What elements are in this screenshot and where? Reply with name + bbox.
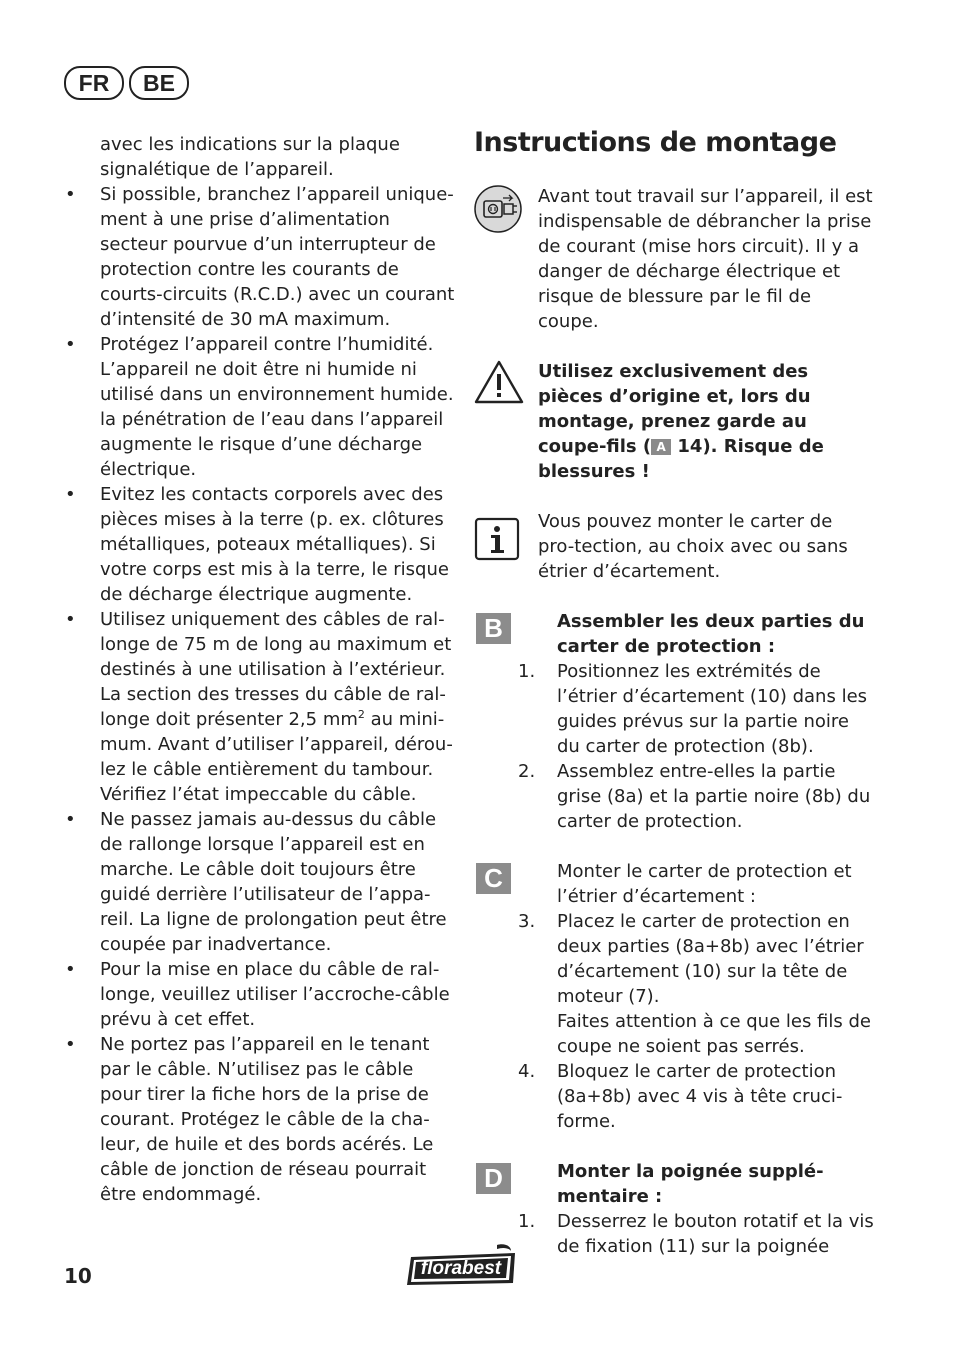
item-text: Assemblez entre-elles la partie grise (8a) et la partie noire (8b) du carter de protection. <box>557 761 871 832</box>
florabest-logo <box>405 1243 519 1293</box>
language-badge-fr: FR <box>64 66 124 100</box>
step-letter-b: B <box>476 613 511 644</box>
warning-text: Utilisez exclusivement des pièces d’origine et, lors du montage, prenez garde au coupe-fils ( <box>538 361 811 457</box>
superscript: 2 <box>357 708 365 721</box>
item-number: 2. <box>518 761 536 782</box>
unplug-note-text: Avant tout travail sur l’appareil, il est indispensable de débrancher la prise de courant (mise hors circuit). Il y a danger de décharge électrique et risque de blessure par le fil de coupe. <box>538 186 873 332</box>
section-title: Instructions de montage <box>474 127 837 158</box>
bullet-item: • Pour la mise en place du câble de ral-longe, veuillez utiliser l’accroche-câble prévu à cet effet. <box>60 957 455 1032</box>
warning-note <box>474 359 874 484</box>
step-b <box>474 609 874 834</box>
step-c <box>474 859 874 1134</box>
item-note: Faites attention à ce que les fils de coupe ne soient pas serrés. <box>557 1011 871 1057</box>
step-letter-c: C <box>476 863 511 894</box>
warning-triangle-icon <box>474 359 524 412</box>
list-item <box>474 759 874 834</box>
right-column <box>474 126 874 1284</box>
item-text: Placez le carter de protection en deux parties (8a+8b) avec l’étrier d’écartement (10) sur la tête de moteur (7). <box>557 911 864 1007</box>
unplug-note <box>474 184 874 334</box>
step-d-list <box>474 1209 874 1259</box>
step-letter-d: D <box>476 1163 511 1194</box>
step-b-heading: Assembler les deux parties du carter de protection : <box>557 611 865 657</box>
bullet-item: • Si possible, branchez l’appareil unique-ment à une prise d’alimentation secteur pourvue d’un interrupteur de protection contre les courants de courts-circuits (R.C.D.) avec un courant d’intensité de 30 mA maximum. <box>60 182 455 332</box>
info-text: Vous pouvez monter le carter de pro-tection, au choix avec ou sans étrier d’écartement. <box>538 511 848 582</box>
item-text: Positionnez les extrémités de l’étrier d’écartement (10) dans les guides prévus sur la partie noire du carter de protection (8b). <box>557 661 868 757</box>
safety-bullet-list <box>60 182 455 1207</box>
bullet-item-extension-cable <box>60 607 455 807</box>
bullet-text: au mini-mum. Avant d’utiliser l’appareil, dérou-lez le câble entièrement du tambour. Vérifiez l’état impeccable du câble. <box>100 709 453 805</box>
bullet-item: • Ne passez jamais au-dessus du câble de rallonge lorsque l’appareil est en marche. Le câble doit toujours être guidé derrière l’utilisateur de l’appa-reil. La ligne de prolongation peut être coupée par inadvertance. <box>60 807 455 957</box>
figure-a-badge: A <box>651 439 671 455</box>
list-item <box>474 1209 874 1259</box>
left-column <box>60 132 455 1207</box>
bullet-text: Utilisez uniquement des câbles de ral-longe de 75 m de long au maximum et destinés à une utilisation à l’extérieur. La section des tresses du câble de ral-longe doit présenter 2,5 mm <box>100 609 452 730</box>
warning-text: 14). Risque de blessures ! <box>538 436 824 482</box>
bullet-item: • Ne portez pas l’appareil en le tenant par le câble. N’utilisez pas le câble pour tirer la fiche hors de la prise de courant. Protégez le câble de la cha-leur, de huile et des bords acérés. Le câble de jonction de réseau pourrait être endommagé. <box>60 1032 455 1207</box>
item-number: 4. <box>518 1061 536 1082</box>
language-badge-be: BE <box>129 66 189 100</box>
intro-continuation: avec les indications sur la plaque signalétique de l’appareil. <box>100 134 400 180</box>
step-b-list <box>474 659 874 834</box>
step-c-heading: Monter le carter de protection et l’étrier d’écartement : <box>557 861 852 907</box>
page-number: 10 <box>64 1264 92 1288</box>
list-item <box>474 909 874 1059</box>
info-note <box>474 509 874 584</box>
list-item <box>474 659 874 759</box>
step-c-list <box>474 909 874 1134</box>
bullet-item: • Evitez les contacts corporels avec des pièces mises à la terre (p. ex. clôtures métalliques, poteaux métalliques). Si votre corps est mis à la terre, le risque de décharge électrique augmente. <box>60 482 455 607</box>
unplug-plug-icon <box>474 184 524 241</box>
item-number: 1. <box>518 1211 536 1232</box>
item-text: Desserrez le bouton rotatif et la vis de fixation (11) sur la poignée <box>557 1211 874 1257</box>
logo-text: florabest <box>420 1258 502 1279</box>
item-text: Bloquez le carter de protection (8a+8b) avec 4 vis à tête cruci-forme. <box>557 1061 843 1132</box>
step-d <box>474 1159 874 1259</box>
item-number: 3. <box>518 911 536 932</box>
info-icon <box>474 517 520 568</box>
list-item <box>474 1059 874 1134</box>
bullet-item: • Protégez l’appareil contre l’humidité. L’appareil ne doit être ni humide ni utilisé dans un environnement humide. la pénétration de l’eau dans l’appareil augmente le risque d’une décharge électrique. <box>60 332 455 482</box>
step-d-heading: Monter la poignée supplé-mentaire : <box>557 1161 824 1207</box>
item-number: 1. <box>518 661 536 682</box>
